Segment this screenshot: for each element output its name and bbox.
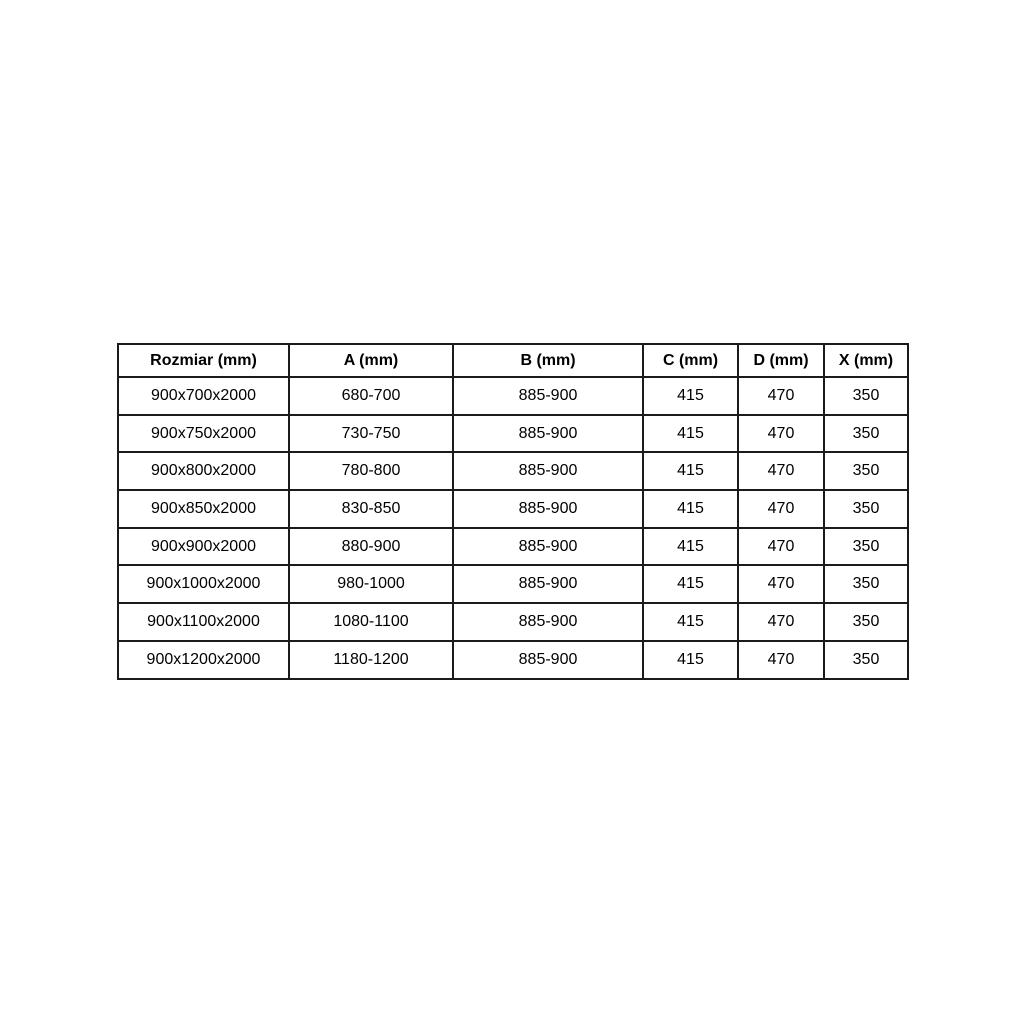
column-header-d: D (mm)	[738, 344, 824, 377]
cell-rozmiar: 900x900x2000	[118, 528, 289, 566]
cell-c: 415	[643, 452, 738, 490]
table-body	[118, 377, 908, 679]
cell-a: 780-800	[289, 452, 453, 490]
table-row	[118, 452, 908, 490]
cell-b: 885-900	[453, 377, 643, 415]
cell-d: 470	[738, 603, 824, 641]
table-row	[118, 603, 908, 641]
column-header-x: X (mm)	[824, 344, 908, 377]
cell-rozmiar: 900x700x2000	[118, 377, 289, 415]
cell-b: 885-900	[453, 565, 643, 603]
cell-d: 470	[738, 490, 824, 528]
cell-c: 415	[643, 565, 738, 603]
cell-rozmiar: 900x1000x2000	[118, 565, 289, 603]
cell-a: 680-700	[289, 377, 453, 415]
cell-x: 350	[824, 452, 908, 490]
cell-c: 415	[643, 603, 738, 641]
cell-b: 885-900	[453, 603, 643, 641]
cell-a: 1180-1200	[289, 641, 453, 679]
cell-c: 415	[643, 415, 738, 453]
table-row	[118, 415, 908, 453]
dimensions-spec-table	[117, 343, 909, 680]
cell-d: 470	[738, 415, 824, 453]
cell-c: 415	[643, 490, 738, 528]
cell-x: 350	[824, 490, 908, 528]
column-header-b: B (mm)	[453, 344, 643, 377]
cell-a: 880-900	[289, 528, 453, 566]
cell-x: 350	[824, 641, 908, 679]
column-header-a: A (mm)	[289, 344, 453, 377]
table-row	[118, 565, 908, 603]
cell-d: 470	[738, 565, 824, 603]
table-row	[118, 528, 908, 566]
cell-a: 1080-1100	[289, 603, 453, 641]
cell-d: 470	[738, 641, 824, 679]
cell-b: 885-900	[453, 415, 643, 453]
cell-c: 415	[643, 641, 738, 679]
cell-d: 470	[738, 528, 824, 566]
cell-rozmiar: 900x800x2000	[118, 452, 289, 490]
cell-b: 885-900	[453, 641, 643, 679]
cell-rozmiar: 900x1100x2000	[118, 603, 289, 641]
table-row	[118, 490, 908, 528]
table-row	[118, 377, 908, 415]
column-header-rozmiar: Rozmiar (mm)	[118, 344, 289, 377]
cell-b: 885-900	[453, 452, 643, 490]
cell-x: 350	[824, 415, 908, 453]
table-row	[118, 641, 908, 679]
cell-x: 350	[824, 528, 908, 566]
cell-x: 350	[824, 377, 908, 415]
cell-d: 470	[738, 452, 824, 490]
cell-d: 470	[738, 377, 824, 415]
cell-b: 885-900	[453, 528, 643, 566]
cell-b: 885-900	[453, 490, 643, 528]
cell-x: 350	[824, 565, 908, 603]
cell-a: 730-750	[289, 415, 453, 453]
column-header-c: C (mm)	[643, 344, 738, 377]
cell-a: 980-1000	[289, 565, 453, 603]
cell-rozmiar: 900x750x2000	[118, 415, 289, 453]
cell-rozmiar: 900x850x2000	[118, 490, 289, 528]
cell-c: 415	[643, 377, 738, 415]
table-header-row	[118, 344, 908, 377]
cell-c: 415	[643, 528, 738, 566]
cell-x: 350	[824, 603, 908, 641]
cell-a: 830-850	[289, 490, 453, 528]
cell-rozmiar: 900x1200x2000	[118, 641, 289, 679]
